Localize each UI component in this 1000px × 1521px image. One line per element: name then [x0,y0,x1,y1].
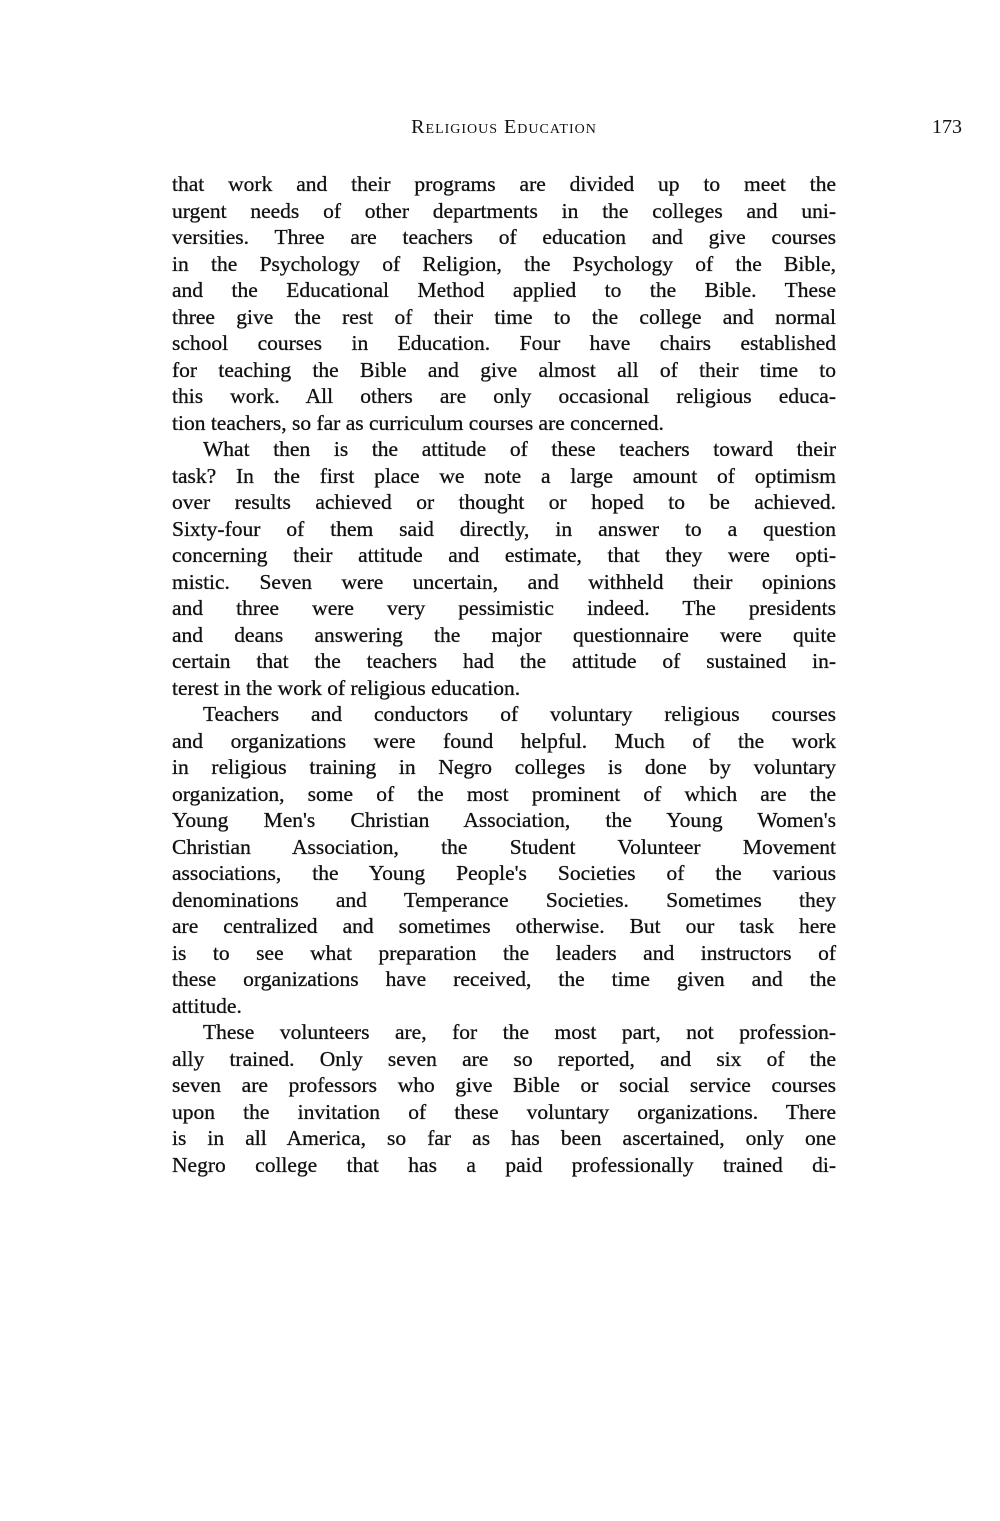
text-line: and three were very pessimistic indeed. The presidents [172,596,836,620]
text-line: Sixty-four of them said directly, in answer to a question [172,516,836,541]
text-line: in religious training in Negro colleges is done by voluntary [172,755,836,779]
text-line: certain that the teachers had the attitude of sustained in- [172,649,836,673]
text-line: mistic. Seven were uncertain, and withheld their opinions [172,569,836,594]
text-line: concerning their attitude and estimate, that they were opti- [172,543,836,567]
text-line: urgent needs of other departments in the colleges and uni- [172,198,836,223]
paragraph [172,701,836,1019]
paragraph [172,436,836,701]
text-line: that work and their programs are divided up to meet the [172,172,836,196]
text-line: school courses in Education. Four have chairs established [172,331,836,355]
running-title: Religious Education [411,116,597,138]
paragraph [172,171,836,436]
text-line: ally trained. Only seven are so reported, and six of the [172,1046,836,1071]
text-line: for teaching the Bible and give almost all of their time to [172,357,836,382]
text-line: over results achieved or thought or hoped to be achieved. [172,490,836,514]
text-line: attitude. [172,993,242,1018]
text-line: three give the rest of their time to the college and normal [172,304,836,329]
text-line: versities. Three are teachers of education and give courses [172,225,836,249]
text-line: and deans answering the major questionnaire were quite [172,622,836,647]
text-line: are centralized and sometimes otherwise. But our task here [172,914,836,938]
text-line: associations, the Young People's Societies of the various [172,861,836,885]
text-line: Negro college that has a paid professionally trained di- [172,1152,836,1177]
text-line: tion teachers, so far as curriculum courses are concerned. [172,410,664,435]
text-line: this work. All others are only occasional religious educa- [172,384,836,408]
body-text [172,171,836,1178]
page-number: 173 [932,116,962,138]
text-line: in the Psychology of Religion, the Psychology of the Bible, [172,251,836,276]
text-line: Christian Association, the Student Volunteer Movement [172,834,836,859]
text-line: upon the invitation of these voluntary organizations. There [172,1099,836,1124]
text-line: seven are professors who give Bible or social service courses [172,1073,836,1097]
text-line: denominations and Temperance Societies. Sometimes they [172,887,836,912]
text-line: and organizations were found helpful. Much of the work [172,728,836,753]
text-line: these organizations have received, the time given and the [172,967,836,991]
text-line: Teachers and conductors of voluntary religious courses [203,702,836,726]
page-header [172,116,962,146]
text-line: is to see what preparation the leaders and instructors of [172,940,836,965]
paragraph [172,1019,836,1178]
text-line: What then is the attitude of these teachers toward their [203,437,836,461]
text-line: These volunteers are, for the most part, not profession- [203,1020,836,1044]
text-line: and the Educational Method applied to the Bible. These [172,278,836,302]
text-line: Young Men's Christian Association, the Young Women's [172,808,836,832]
text-line: terest in the work of religious education. [172,675,521,700]
text-line: task? In the first place we note a large amount of optimism [172,463,836,488]
text-line: organization, some of the most prominent of which are the [172,781,836,806]
text-line: is in all America, so far as has been ascertained, only one [172,1126,836,1150]
